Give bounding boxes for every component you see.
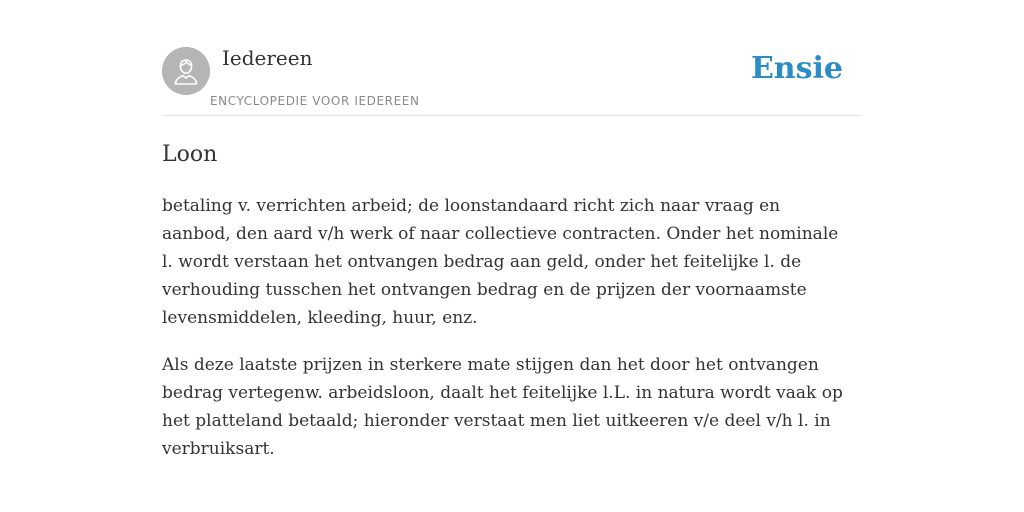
article-paragraph: betaling v. verrichten arbeid; de loonstandaard richt zich naar vraag en aanbod, den aard v/h werk of naar collectieve contracten. Onder het nominale l. wordt verstaan het ontvangen bedrag aan geld, onder het feitelijke l. de verhouding tusschen het ontvangen bedrag en de prijzen der voornaamste levensmiddelen, kleeding, huur, enz. — [162, 196, 839, 328]
author-name[interactable]: Iedereen — [222, 46, 313, 70]
site-tagline: ENCYCLOPEDIE VOOR IEDEREEN — [210, 94, 420, 108]
user-silhouette-icon — [162, 47, 210, 95]
brand-logo[interactable]: Ensie — [750, 51, 843, 86]
article-title: Loon — [162, 142, 218, 167]
article-paragraph: Als deze laatste prijzen in sterkere mate stijgen dan het door het ontvangen bedrag vertegenw. arbeidsloon, daalt het feitelijke l.L. in natura wordt vaak op het platteland betaald; hieronder verstaat men liet uitkeeren v/e deel v/h l. in verbruiksart. — [162, 355, 843, 459]
avatar[interactable] — [162, 47, 210, 95]
content-container — [162, 0, 862, 459]
header — [162, 0, 862, 116]
article-body — [162, 192, 852, 482]
